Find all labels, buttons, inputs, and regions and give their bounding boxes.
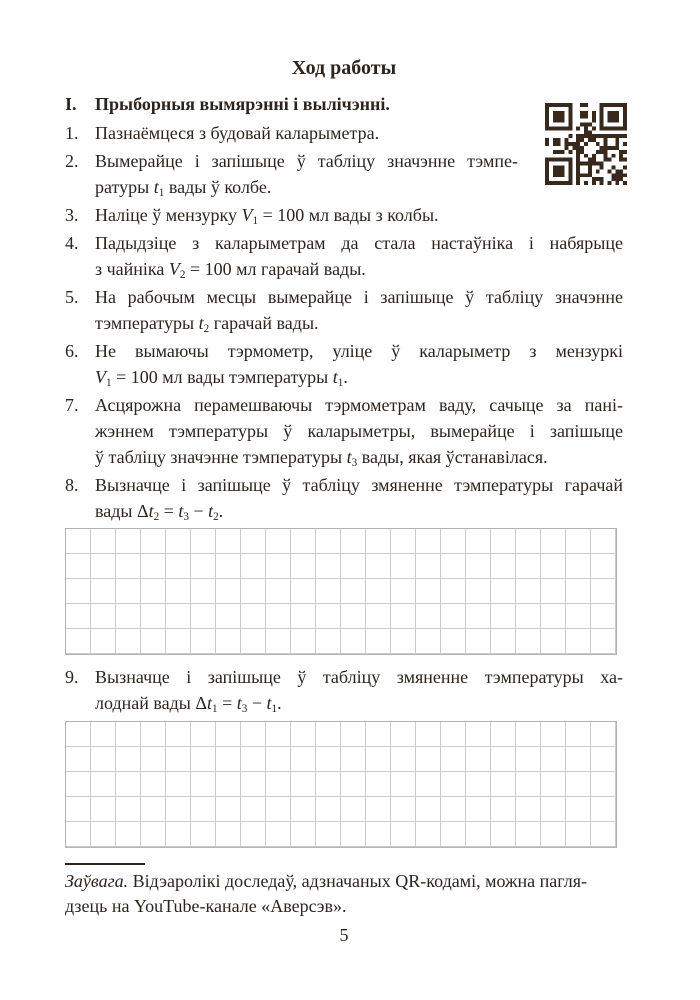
- step-number: 7.: [65, 395, 79, 415]
- footnote: [65, 869, 623, 919]
- step-number: 9.: [65, 667, 79, 687]
- step-number: 8.: [65, 475, 79, 495]
- step-item-3: [65, 202, 623, 228]
- step-item-9: [65, 664, 623, 716]
- answer-grid-2: [65, 721, 617, 848]
- step-number: 4.: [65, 233, 79, 253]
- answer-grid-1: [65, 528, 617, 655]
- step-number: 3.: [65, 205, 79, 225]
- qr-code: [545, 103, 627, 185]
- step-item-4: [65, 230, 623, 282]
- step-item-6: [65, 338, 623, 390]
- step-line: Не вымаючы тэрмометр, уліце ў каларыметр з мензуркі: [95, 341, 623, 361]
- step-line: з чайніка $V_2 = 100$ мл гарачай вады.: [95, 259, 366, 281]
- step-item-2: [65, 148, 623, 200]
- step-item-8: [65, 472, 623, 524]
- step-line: вады $\Delta t_2 = t_3 - t_2$.: [95, 501, 224, 523]
- step-line: На рабочым месцы вымерайце і запішыце ў табліцу значэнне: [95, 287, 623, 307]
- step-line: Пазнаёмцеся з будовай каларыметра.: [95, 123, 380, 143]
- step-line: ратуры $t_1$ вады ў колбе.: [95, 177, 272, 199]
- step-line: $V_1 = 100$ мл вады тэмпературы $t_1$.: [95, 367, 348, 389]
- step-line: лоднай вады $\Delta t_1 = t_3 - t_1$.: [95, 693, 282, 715]
- step-item-7: [65, 392, 623, 470]
- step-line: жэннем тэмпературы ў каларыметры, вымерайце і запішыце: [95, 421, 623, 441]
- step-line: Вызначце і запішыце ў табліцу змяненне тэмпературы гарачай: [95, 475, 623, 495]
- step-line: Вымерайце і запішыце ў табліцу значэнне тэмпе-: [95, 151, 518, 171]
- step-line: Вызначце і запішыце ў табліцу змяненне тэмпературы ха-: [95, 667, 623, 687]
- step-number: 2.: [65, 151, 79, 171]
- page-title: Ход работы: [291, 57, 397, 79]
- step-number: 5.: [65, 287, 79, 307]
- step-line: тэмпературы $t_2$ гарачай вады.: [95, 313, 319, 335]
- step-line: ў табліцу значэнне тэмпературы $t_3$ вады, якая ўстанавілася.: [95, 447, 548, 469]
- step-line: Падыдзіце з каларыметрам да стала настаўніка і набярыце: [95, 233, 623, 253]
- step-line: Асцярожна перамешваючы тэрмометрам ваду, сачыце за пані-: [95, 395, 623, 415]
- footnote-rule: [65, 863, 145, 865]
- step-number: 1.: [65, 123, 79, 143]
- step-item-1: [65, 120, 623, 146]
- page-number: 5: [339, 925, 349, 945]
- section-heading: [65, 91, 623, 117]
- section-heading-text: Прыборныя вымярэнні і вылічэнні.: [95, 94, 390, 114]
- step-line: Наліце ў мензурку $V_1 = 100$ мл вады з колбы.: [95, 205, 439, 227]
- step-number: 6.: [65, 341, 79, 361]
- section-numeral: I.: [65, 94, 77, 114]
- step-item-5: [65, 284, 623, 336]
- footnote-line: Заўвага. Відэаролікі доследаў, адзначаных QR-кодамі, можна пагля-: [65, 871, 587, 891]
- footnote-line: дзець на YouTube-канале «Аверсэв».: [65, 896, 347, 916]
